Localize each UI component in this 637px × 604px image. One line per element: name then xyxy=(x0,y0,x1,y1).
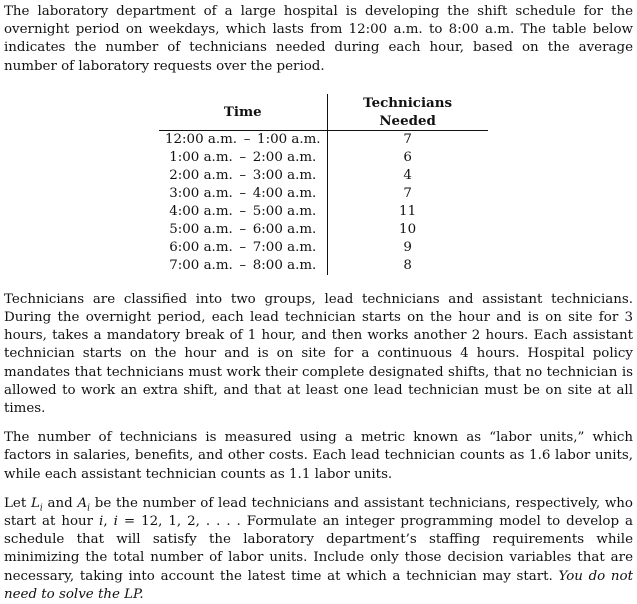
time-end: 1:00 a.m. xyxy=(257,131,321,147)
time-dash: – xyxy=(239,221,247,237)
technicians-needed-cell: 4 xyxy=(403,167,412,183)
technicians-needed-cell: 10 xyxy=(399,221,417,237)
time-start: 1:00 a.m. xyxy=(169,149,233,165)
technicians-needed-cell: 9 xyxy=(403,239,412,255)
time-dash: – xyxy=(239,167,247,183)
var-A: A xyxy=(77,495,88,511)
time-cell xyxy=(159,257,327,275)
time-start: 5:00 a.m. xyxy=(169,221,233,237)
table-row xyxy=(159,167,488,185)
time-end: 8:00 a.m. xyxy=(252,257,317,273)
time-end: 4:00 a.m. xyxy=(252,185,317,201)
labor-units-paragraph: The number of technicians is measured using a metric known as “labor units,” which factors in salaries, benefits, and other costs. Each lead technician counts as 1.6 labor units, while each assistant technician counts as 1.1 labor units. xyxy=(4,430,633,482)
time-end: 5:00 a.m. xyxy=(252,203,317,219)
header-time: Time xyxy=(159,94,327,131)
time-cell xyxy=(159,167,327,185)
no-solve-note: You do not need to solve the LP. xyxy=(4,568,634,602)
task-text: Let xyxy=(4,495,31,511)
table-row xyxy=(159,239,488,257)
intro-paragraph: The laboratory department of a large hospital is developing the shift schedule for the overnight period on weekdays, which lasts from 12:00 a.m. to 8:00 a.m. The table below indicates the number of technicians needed during each hour, based on the average number of laboratory requests over the period. xyxy=(4,4,633,74)
time-end: 7:00 a.m. xyxy=(252,239,317,255)
time-start: 4:00 a.m. xyxy=(169,203,233,219)
technicians-needed-cell: 6 xyxy=(403,149,412,165)
task-text: = 12, 1, 2, . . . . Formulate an integer programming model to develop a schedule that will satisfy the laboratory department’s staffing requirements while minimizing the total number of labor units. Include only those decision variables that are necessary, taking into account the latest time at which a technician may start. xyxy=(4,514,634,584)
task-text: , xyxy=(103,514,114,530)
table-row xyxy=(159,185,488,203)
var-i: i xyxy=(113,514,118,530)
task-text: be the number of lead technicians and assistant technicians, respectively, who start at hour xyxy=(4,495,633,530)
time-start: 7:00 a.m. xyxy=(169,257,233,273)
var-L-subscript: i xyxy=(39,503,43,514)
time-start: 3:00 a.m. xyxy=(169,185,233,201)
technicians-needed-cell: 11 xyxy=(399,203,417,219)
task-text: and xyxy=(42,495,78,511)
time-cell xyxy=(159,130,327,149)
time-start: 6:00 a.m. xyxy=(169,239,233,255)
table-row xyxy=(159,149,488,167)
var-L: L xyxy=(30,495,40,511)
time-start: 2:00 a.m. xyxy=(169,167,233,183)
time-dash: – xyxy=(239,203,247,219)
time-end: 2:00 a.m. xyxy=(252,149,317,165)
task-paragraph xyxy=(4,495,633,604)
technicians-needed-cell: 7 xyxy=(403,131,412,147)
time-end: 3:00 a.m. xyxy=(252,167,317,183)
time-cell xyxy=(159,203,327,221)
technician-classes-paragraph: Technicians are classified into two groups, lead technicians and assistant technicians. During the overnight period, each lead technician starts on the hour and is on site for 3 hours, takes a mandatory break of 1 hour, and then works another 2 hours. Each assistant technician starts on the hour and is on site for a continuous 4 hours. Hospital policy mandates that technicians must work their complete designated shifts, that no technician is allowed to work an extra shift, and that at least one lead technician must be on site at all times. xyxy=(4,291,633,417)
table-row xyxy=(159,203,488,221)
table-header-row xyxy=(159,94,488,131)
table-body xyxy=(159,130,488,275)
time-dash: – xyxy=(239,257,247,273)
time-dash: – xyxy=(239,149,247,165)
time-end: 6:00 a.m. xyxy=(252,221,317,237)
table-row xyxy=(159,221,488,239)
time-cell xyxy=(159,239,327,257)
header-technicians-needed: Technicians Needed xyxy=(327,94,488,131)
time-dash: – xyxy=(239,185,247,201)
time-dash: – xyxy=(243,131,251,147)
var-i: i xyxy=(99,514,104,530)
time-cell xyxy=(159,221,327,239)
time-start: 12:00 a.m. xyxy=(165,131,238,147)
technicians-needed-cell: 8 xyxy=(403,257,412,273)
time-cell xyxy=(159,149,327,167)
technicians-needed-cell: 7 xyxy=(403,185,412,201)
table-row xyxy=(159,130,488,149)
table-row xyxy=(159,257,488,275)
time-dash: – xyxy=(239,239,247,255)
staffing-table xyxy=(159,94,488,275)
var-A-subscript: i xyxy=(87,503,90,514)
time-cell xyxy=(159,185,327,203)
